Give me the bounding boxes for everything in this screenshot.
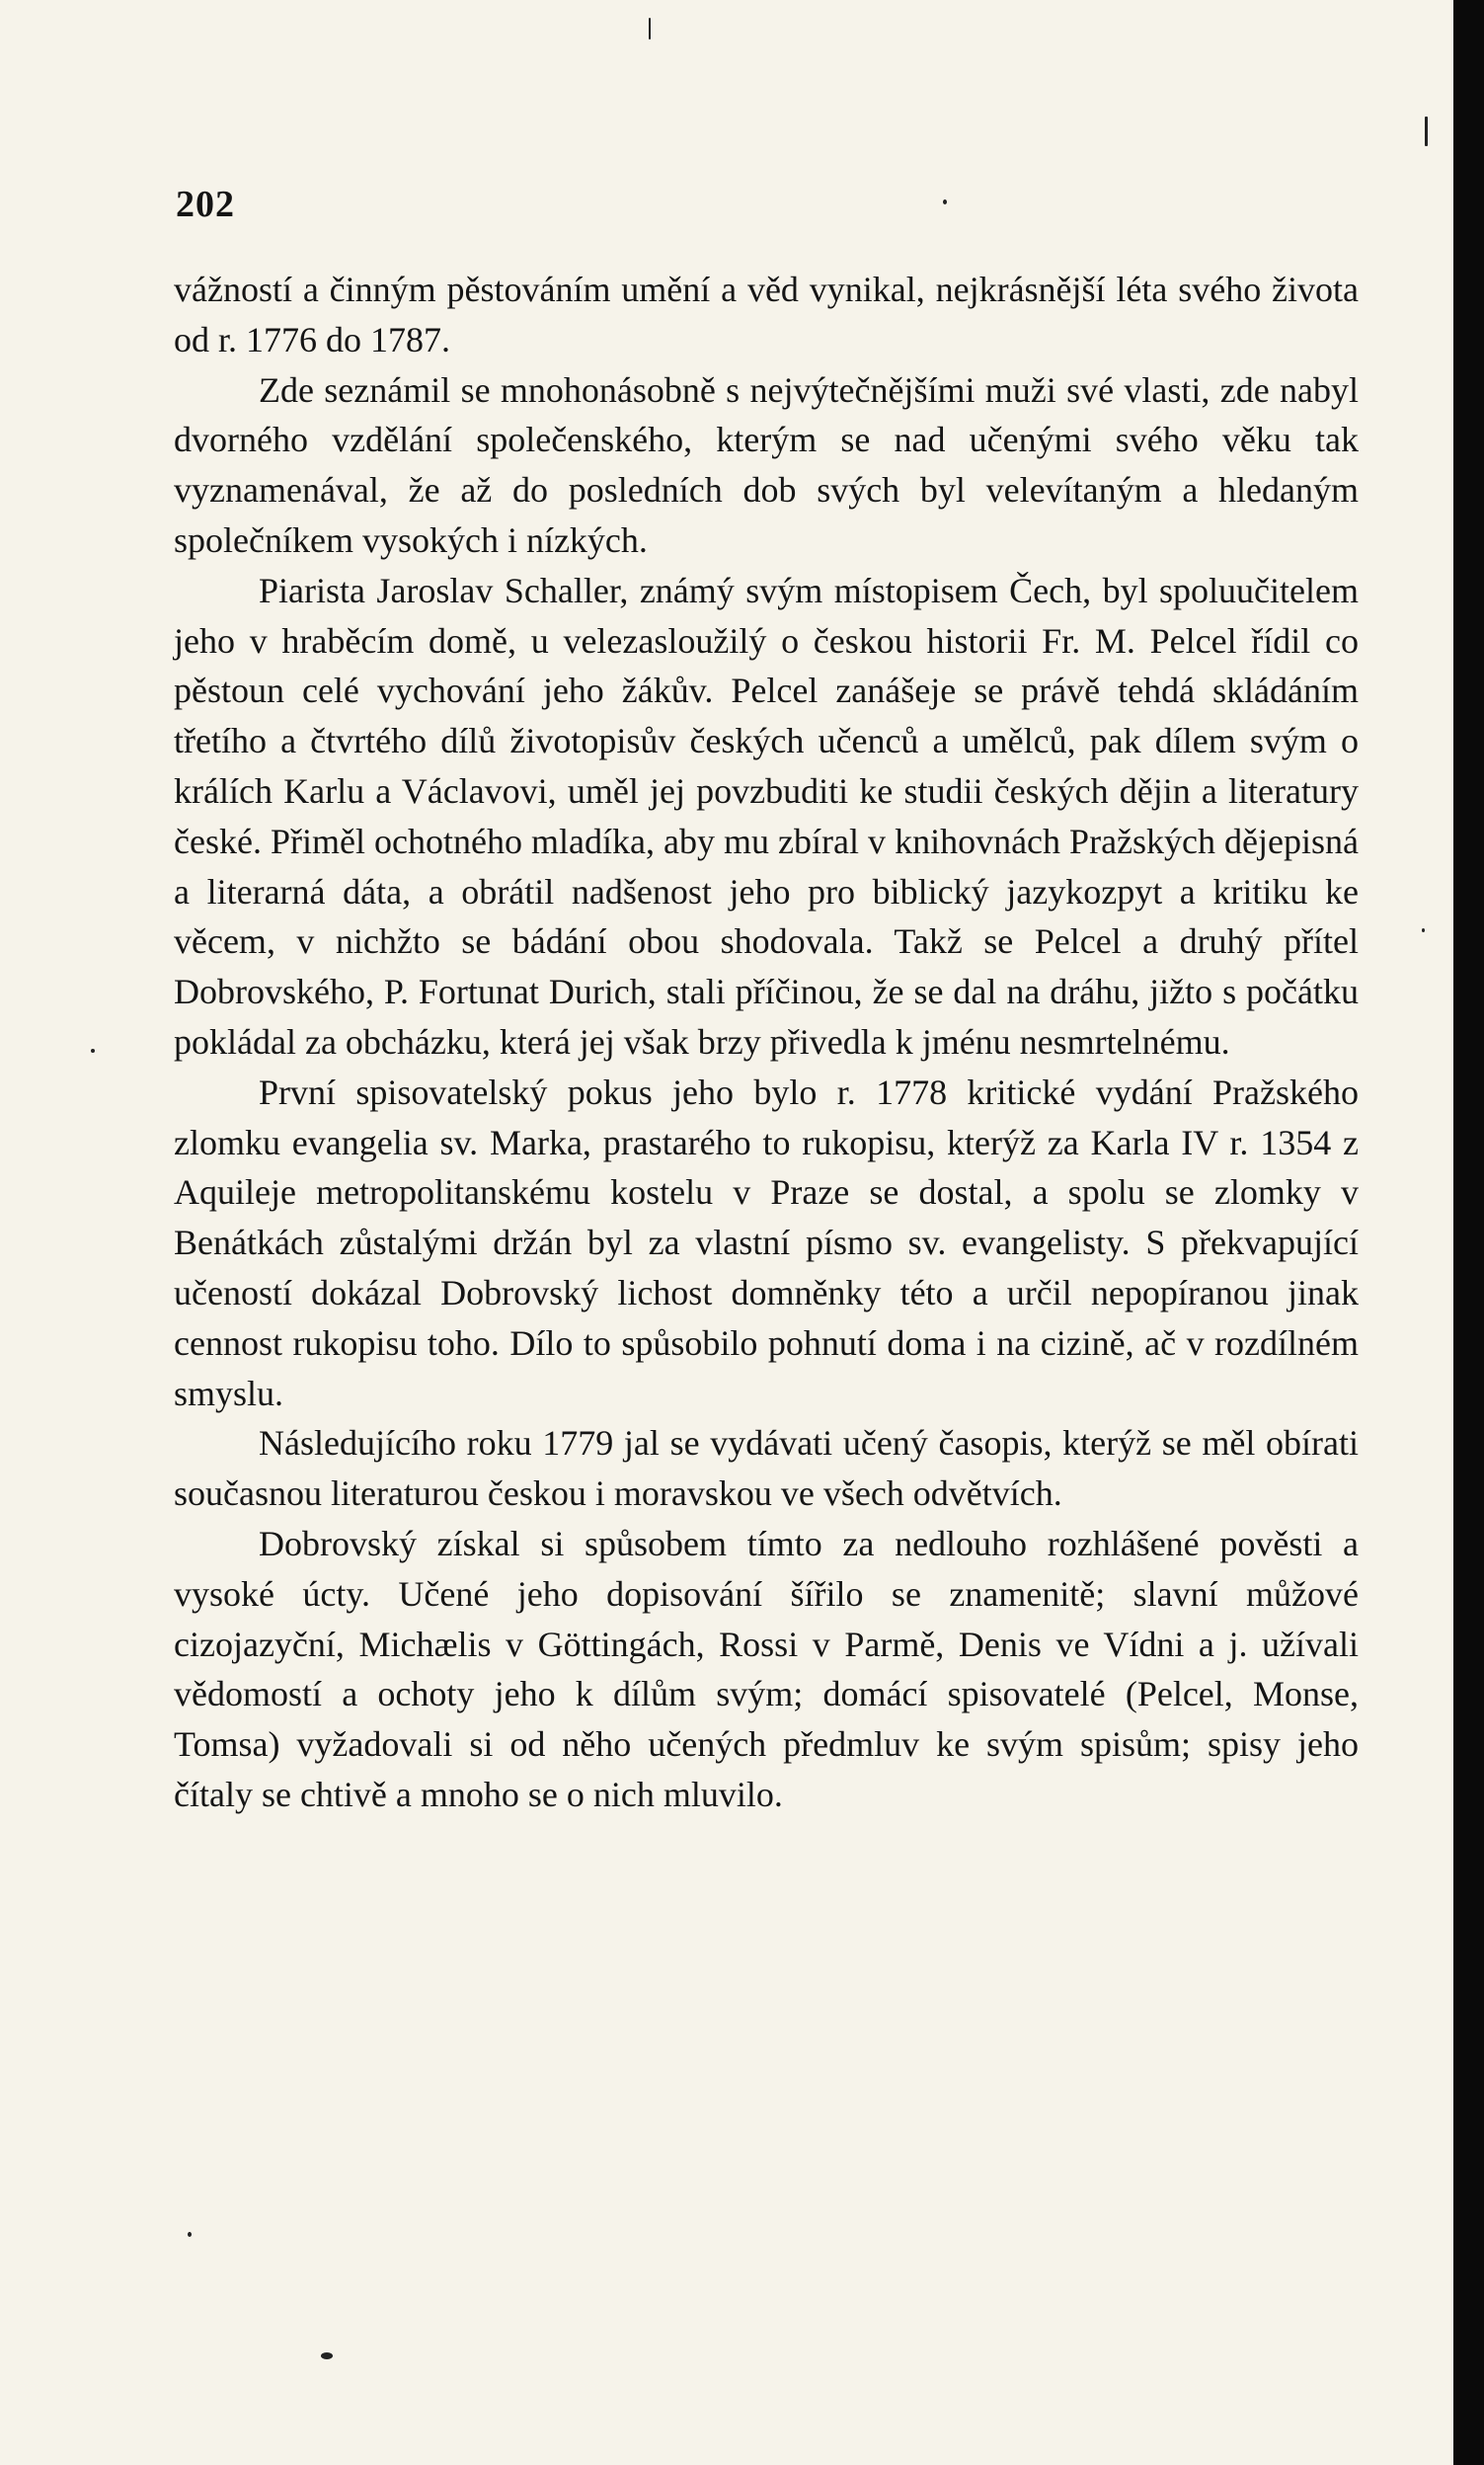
ink-speck	[188, 2232, 192, 2237]
paragraph-3: Piarista Jaroslav Schaller, známý svým místopisem Čech, byl spoluučitelem jeho v hraběcím domě, u velezasloužilý o českou historii Fr. M. Pelcel řídil co pěstoun celé vychování jeho žákův. Pelcel zanášeje se právě tehdá skládáním třetího a čtvrtého dílů životopisův českých učenců a umělců, pak dílem svým o králích Karlu a Václavovi, uměl jej povzbuditi ke studii českých dějin a literatury české. Přiměl ochotného mladíka, aby mu zbíral v knihovnách Pražských dějepisná a literarná dáta, a obrátil nadšenost jeho pro biblický jazykozpyt a kritiku ke věcem, v nichžto se bádání obou shodovala. Takž se Pelcel a druhý přítel Dobrovského, P. Fortunat Durich, stali příčinou, že se dal na dráhu, jižto s počátku pokládal za obcházku, která jej však brzy přivedla k jménu nesmrtelnému.	[174, 570, 1359, 1062]
paragraph-5: Následujícího roku 1779 jal se vydávati učený časopis, kterýž se měl obírati současnou literaturou českou i moravskou ve všech odvětvích.	[174, 1423, 1359, 1514]
page-number: 202	[176, 184, 235, 225]
paragraph-2: Zde seznámil se mnohonásobně s nejvýtečnějšími muži své vlasti, zde nabyl dvorného vzdělání společenského, kterým se nad učenými svého věku tak vyznamenával, že až do posledních dob svých byl velevítaným a hledaným společníkem vysokých i nízkých.	[174, 369, 1359, 560]
ink-speck	[649, 18, 651, 40]
ink-speck	[321, 2352, 333, 2359]
paragraph-1: vážností a činným pěstováním umění a věd vynikal, nejkrásnější léta svého života od r. 1776 do 1787.	[174, 270, 1359, 359]
body-text	[174, 265, 1359, 1820]
ink-speck	[91, 1049, 95, 1053]
ink-speck	[943, 199, 947, 204]
scan-border	[1453, 0, 1484, 2465]
paragraph-6: Dobrovský získal si spůsobem tímto za nedlouho rozhlášené pověsti a vysoké úcty. Učené jeho dopisování šířilo se znamenitě; slavní můžové cizojazyční, Michælis v Göttingách, Rossi v Parmě, Denis ve Vídni a j. užívali vědomostí a ochoty jeho k dílům svým; domácí spisovatelé (Pelcel, Monse, Tomsa) vyžadovali si od něho učených předmluv ke svým spisům; spisy jeho čítaly se chtivě a mnoho se o nich mluvilo.	[174, 1523, 1359, 1814]
ink-speck	[1422, 928, 1425, 932]
ink-speck	[1425, 117, 1428, 146]
paragraph-4: První spisovatelský pokus jeho bylo r. 1778 kritické vydání Pražského zlomku evangelia sv. Marka, prastarého to rukopisu, kterýž za Karla IV r. 1354 z Aquileje metropolitanskému kostelu v Praze se dostal, a spolu se zlomky v Benátkách zůstalými držán byl za vlastní písmo sv. evangelisty. S překvapující učeností dokázal Dobrovský lichost domněnky této a určil nepopíranou jinak cennost rukopisu toho. Dílo to spůsobilo pohnutí doma i na cizině, ač v rozdílném smyslu.	[174, 1072, 1359, 1413]
